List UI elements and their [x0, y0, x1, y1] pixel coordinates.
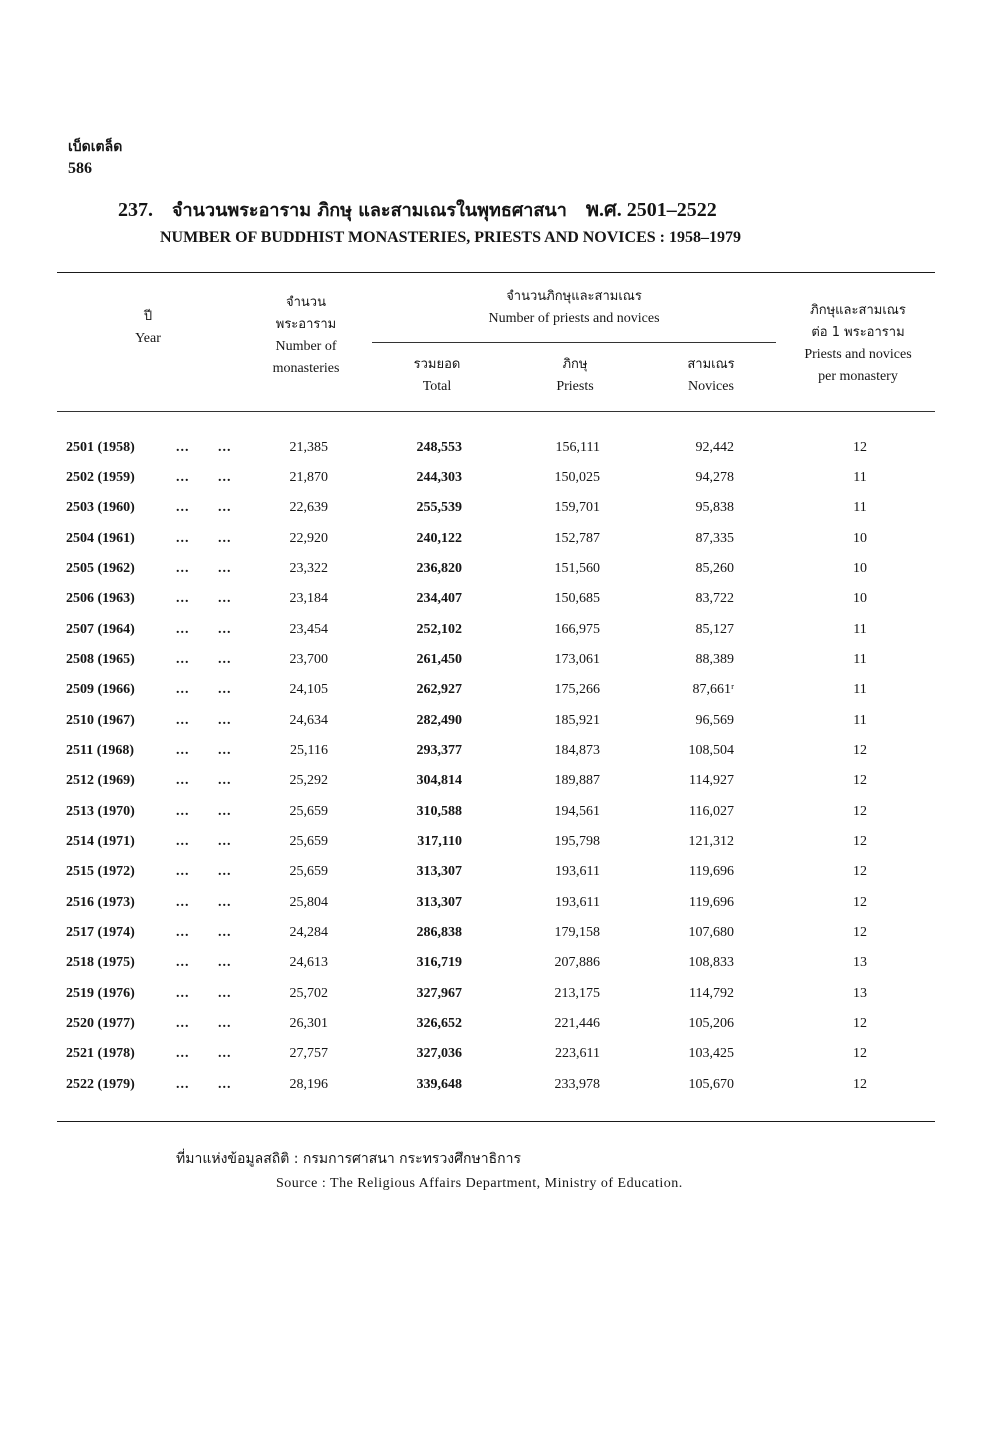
cell-year: 2503 (1960): [66, 500, 135, 515]
cell-leader: ...: [176, 1046, 190, 1061]
cell-priests: 156,111: [555, 440, 600, 455]
table-number: 237.: [118, 199, 153, 221]
cell-novices: 121,312: [688, 834, 734, 849]
cell-per-monastery: 12: [853, 895, 867, 910]
cell-novices: 92,442: [695, 440, 734, 455]
cell-leader: ...: [176, 470, 190, 485]
cell-total: 310,588: [416, 804, 462, 819]
table-row: [0, 440, 990, 470]
cell-leader: ...: [218, 864, 232, 879]
cell-year: 2514 (1971): [66, 834, 135, 849]
cell-novices: 88,389: [695, 652, 734, 667]
cell-total: 293,377: [416, 743, 462, 758]
header-novices-en: Novices: [688, 379, 734, 394]
cell-monasteries: 28,196: [289, 1077, 328, 1092]
cell-total: 316,719: [416, 955, 462, 970]
cell-novices: 114,792: [689, 986, 734, 1001]
cell-per-monastery: 12: [853, 1077, 867, 1092]
cell-monasteries: 25,659: [289, 864, 328, 879]
cell-leader: ...: [218, 834, 232, 849]
table-row: [0, 470, 990, 500]
header-per-en-1: Priests and novices: [804, 347, 912, 362]
cell-leader: ...: [176, 1016, 190, 1031]
cell-leader: ...: [176, 500, 190, 515]
source-english: Source : The Religious Affairs Department, Ministry of Education.: [276, 1176, 683, 1191]
cell-per-monastery: 12: [853, 1016, 867, 1031]
cell-year: 2516 (1973): [66, 895, 135, 910]
cell-total: 326,652: [416, 1016, 462, 1031]
header-total-th: รวมยอด: [413, 357, 461, 372]
cell-leader: ...: [218, 986, 232, 1001]
cell-novices: 103,425: [688, 1046, 734, 1061]
cell-year: 2517 (1974): [66, 925, 135, 940]
cell-per-monastery: 10: [853, 531, 867, 546]
cell-per-monastery: 12: [853, 440, 867, 455]
table-row: [0, 925, 990, 955]
table-row: [0, 591, 990, 621]
table-row: [0, 652, 990, 682]
cell-per-monastery: 10: [853, 591, 867, 606]
cell-leader: ...: [176, 561, 190, 576]
table-row: [0, 713, 990, 743]
cell-priests: 207,886: [554, 955, 600, 970]
table-row: [0, 500, 990, 530]
cell-priests: 184,873: [554, 743, 600, 758]
cell-year: 2510 (1967): [66, 713, 135, 728]
cell-year: 2506 (1963): [66, 591, 135, 606]
cell-priests: 179,158: [554, 925, 600, 940]
cell-year: 2505 (1962): [66, 561, 135, 576]
cell-novices: 94,278: [695, 470, 734, 485]
cell-leader: ...: [218, 591, 232, 606]
header-novices-th: สามเณร: [687, 357, 735, 372]
cell-total: 327,036: [416, 1046, 462, 1061]
table-row: [0, 1077, 990, 1107]
cell-leader: ...: [176, 713, 190, 728]
cell-priests: 195,798: [554, 834, 600, 849]
cell-per-monastery: 12: [853, 773, 867, 788]
cell-year: 2507 (1964): [66, 622, 135, 637]
header-per-monastery: [782, 300, 934, 388]
table-row: [0, 804, 990, 834]
cell-novices: 108,833: [688, 955, 734, 970]
table-row: [0, 773, 990, 803]
table-row: [0, 531, 990, 561]
table-row: [0, 743, 990, 773]
header-year-en: Year: [135, 331, 161, 346]
cell-per-monastery: 13: [853, 955, 867, 970]
cell-monasteries: 25,659: [289, 804, 328, 819]
cell-total: 313,307: [416, 895, 462, 910]
cell-year: 2504 (1961): [66, 531, 135, 546]
cell-novices: 119,696: [689, 895, 734, 910]
table-row: [0, 1046, 990, 1076]
cell-total: 286,838: [416, 925, 462, 940]
cell-leader: ...: [218, 804, 232, 819]
cell-priests: 189,887: [554, 773, 600, 788]
header-per-en-2: per monastery: [818, 369, 898, 384]
cell-year: 2509 (1966): [66, 682, 135, 697]
cell-monasteries: 25,659: [289, 834, 328, 849]
cell-monasteries: 23,184: [289, 591, 328, 606]
header-group-rule: [372, 342, 776, 343]
cell-leader: ...: [176, 804, 190, 819]
cell-priests: 221,446: [554, 1016, 600, 1031]
cell-total: 317,110: [417, 834, 462, 849]
cell-priests: 193,611: [555, 895, 600, 910]
cell-leader: ...: [176, 834, 190, 849]
cell-monasteries: 24,105: [289, 682, 328, 697]
cell-priests: 151,560: [554, 561, 600, 576]
cell-per-monastery: 13: [853, 986, 867, 1001]
cell-per-monastery: 12: [853, 834, 867, 849]
cell-per-monastery: 10: [853, 561, 867, 576]
header-priests-th: ภิกษุ: [562, 357, 588, 372]
cell-total: 313,307: [416, 864, 462, 879]
header-total: [382, 354, 492, 398]
cell-leader: ...: [176, 440, 190, 455]
cell-year: 2513 (1970): [66, 804, 135, 819]
cell-priests: 150,025: [554, 470, 600, 485]
cell-per-monastery: 12: [853, 804, 867, 819]
cell-per-monastery: 11: [853, 652, 867, 667]
title-thai-era: พ.ศ. 2501–2522: [585, 199, 717, 221]
cell-novices: 105,670: [688, 1077, 734, 1092]
table-title-thai: [118, 193, 717, 225]
header-per-th-1: ภิกษุและสามเณร: [810, 303, 906, 318]
table-row: [0, 622, 990, 652]
cell-total: 248,553: [416, 440, 462, 455]
cell-monasteries: 23,700: [289, 652, 328, 667]
cell-novices: 105,206: [688, 1016, 734, 1031]
cell-total: 262,927: [416, 682, 462, 697]
cell-leader: ...: [218, 652, 232, 667]
header-monasteries-th-1: จำนวน: [286, 295, 326, 310]
cell-monasteries: 22,639: [289, 500, 328, 515]
header-bottom-rule: [57, 411, 935, 412]
cell-monasteries: 25,702: [289, 986, 328, 1001]
cell-monasteries: 23,454: [289, 622, 328, 637]
cell-leader: ...: [218, 895, 232, 910]
cell-leader: ...: [176, 1077, 190, 1092]
cell-per-monastery: 12: [853, 743, 867, 758]
cell-leader: ...: [176, 986, 190, 1001]
cell-total: 234,407: [416, 591, 462, 606]
cell-year: 2518 (1975): [66, 955, 135, 970]
cell-total: 255,539: [416, 500, 462, 515]
cell-total: 244,303: [416, 470, 462, 485]
cell-priests: 193,611: [555, 864, 600, 879]
cell-leader: ...: [218, 622, 232, 637]
cell-monasteries: 22,920: [289, 531, 328, 546]
header-per-th-2: ต่อ 1 พระอาราม: [811, 325, 905, 340]
cell-leader: ...: [218, 561, 232, 576]
table-row: [0, 1016, 990, 1046]
cell-leader: ...: [176, 925, 190, 940]
cell-year: 2521 (1978): [66, 1046, 135, 1061]
cell-novices: 114,927: [689, 773, 734, 788]
cell-novices: 108,504: [688, 743, 734, 758]
cell-monasteries: 25,804: [289, 895, 328, 910]
cell-monasteries: 27,757: [289, 1046, 328, 1061]
cell-priests: 152,787: [554, 531, 600, 546]
cell-priests: 173,061: [554, 652, 600, 667]
cell-priests: 223,611: [555, 1046, 600, 1061]
table-row: [0, 895, 990, 925]
cell-priests: 159,701: [554, 500, 600, 515]
header-total-en: Total: [422, 379, 452, 394]
header-priests: [520, 354, 630, 398]
cell-leader: ...: [176, 864, 190, 879]
cell-monasteries: 21,870: [289, 470, 328, 485]
cell-priests: 213,175: [554, 986, 600, 1001]
cell-novices: 95,838: [695, 500, 734, 515]
table-row: [0, 955, 990, 985]
cell-leader: ...: [218, 500, 232, 515]
cell-novices: 85,260: [695, 561, 734, 576]
cell-leader: ...: [176, 531, 190, 546]
cell-per-monastery: 12: [853, 864, 867, 879]
cell-total: 339,648: [416, 1077, 462, 1092]
cell-leader: ...: [218, 743, 232, 758]
header-novices: [656, 354, 766, 398]
cell-novices: 83,722: [695, 591, 734, 606]
header-priests-en: Priests: [556, 379, 594, 394]
cell-per-monastery: 12: [853, 1046, 867, 1061]
cell-priests: 185,921: [554, 713, 600, 728]
cell-leader: ...: [218, 925, 232, 940]
cell-leader: ...: [176, 895, 190, 910]
cell-total: 261,450: [416, 652, 462, 667]
cell-leader: ...: [218, 713, 232, 728]
cell-total: 240,122: [416, 531, 462, 546]
cell-leader: ...: [218, 531, 232, 546]
table-row: [0, 986, 990, 1016]
cell-monasteries: 25,116: [290, 743, 328, 758]
cell-monasteries: 23,322: [289, 561, 328, 576]
cell-leader: ...: [176, 773, 190, 788]
cell-leader: ...: [218, 773, 232, 788]
cell-priests: 233,978: [554, 1077, 600, 1092]
table-bottom-rule: [57, 1121, 935, 1122]
cell-monasteries: 24,613: [289, 955, 328, 970]
cell-total: 282,490: [416, 713, 462, 728]
title-thai-main: จำนวนพระอาราม ภิกษุ และสามเณรในพุทธศาสนา: [172, 200, 567, 221]
cell-priests: 175,266: [554, 682, 600, 697]
source-thai: ที่มาแห่งข้อมูลสถิติ : กรมการศาสนา กระทรวงศึกษาธิการ: [176, 1151, 521, 1167]
cell-leader: ...: [218, 1046, 232, 1061]
cell-leader: ...: [176, 591, 190, 606]
cell-novices: 87,661ʳ: [692, 682, 734, 697]
header-monasteries-en-1: Number of: [275, 339, 337, 354]
cell-monasteries: 24,284: [289, 925, 328, 940]
cell-priests: 166,975: [554, 622, 600, 637]
cell-year: 2522 (1979): [66, 1077, 135, 1092]
header-year-th: ปี: [143, 309, 153, 324]
header-group: [372, 286, 776, 330]
cell-total: 304,814: [416, 773, 462, 788]
cell-per-monastery: 11: [853, 713, 867, 728]
cell-leader: ...: [176, 743, 190, 758]
table-row: [0, 834, 990, 864]
cell-year: 2512 (1969): [66, 773, 135, 788]
header-monasteries: [242, 292, 370, 380]
page-number: 586: [68, 160, 92, 177]
cell-per-monastery: 11: [853, 682, 867, 697]
cell-monasteries: 21,385: [289, 440, 328, 455]
cell-novices: 85,127: [695, 622, 734, 637]
cell-novices: 116,027: [689, 804, 734, 819]
cell-priests: 194,561: [554, 804, 600, 819]
cell-leader: ...: [176, 682, 190, 697]
header-monasteries-en-2: monasteries: [272, 361, 340, 376]
table-row: [0, 561, 990, 591]
running-head: เบ็ดเตล็ด: [68, 139, 123, 155]
cell-per-monastery: 11: [853, 470, 867, 485]
table-top-rule: [57, 272, 935, 273]
cell-year: 2501 (1958): [66, 440, 135, 455]
header-monasteries-th-2: พระอาราม: [275, 317, 337, 332]
header-group-en: Number of priests and novices: [488, 311, 660, 326]
table-title-english: NUMBER OF BUDDHIST MONASTERIES, PRIESTS AND NOVICES : 1958–1979: [160, 229, 741, 246]
table-row: [0, 682, 990, 712]
cell-total: 327,967: [416, 986, 462, 1001]
cell-leader: ...: [218, 1016, 232, 1031]
cell-year: 2519 (1976): [66, 986, 135, 1001]
cell-per-monastery: 12: [853, 925, 867, 940]
cell-leader: ...: [218, 682, 232, 697]
cell-leader: ...: [218, 440, 232, 455]
cell-per-monastery: 11: [853, 500, 867, 515]
header-group-th: จำนวนภิกษุและสามเณร: [506, 289, 642, 304]
cell-leader: ...: [176, 622, 190, 637]
cell-year: 2515 (1972): [66, 864, 135, 879]
cell-total: 236,820: [416, 561, 462, 576]
cell-priests: 150,685: [554, 591, 600, 606]
cell-leader: ...: [218, 1077, 232, 1092]
cell-monasteries: 26,301: [289, 1016, 328, 1031]
cell-leader: ...: [218, 955, 232, 970]
cell-leader: ...: [176, 652, 190, 667]
cell-novices: 107,680: [688, 925, 734, 940]
header-year: [96, 306, 200, 350]
cell-leader: ...: [218, 470, 232, 485]
cell-total: 252,102: [416, 622, 462, 637]
cell-monasteries: 25,292: [289, 773, 328, 788]
cell-novices: 96,569: [695, 713, 734, 728]
cell-year: 2502 (1959): [66, 470, 135, 485]
cell-novices: 87,335: [695, 531, 734, 546]
cell-year: 2511 (1968): [66, 743, 135, 758]
cell-year: 2508 (1965): [66, 652, 135, 667]
cell-per-monastery: 11: [853, 622, 867, 637]
cell-year: 2520 (1977): [66, 1016, 135, 1031]
cell-novices: 119,696: [689, 864, 734, 879]
cell-monasteries: 24,634: [289, 713, 328, 728]
table-row: [0, 864, 990, 894]
cell-leader: ...: [176, 955, 190, 970]
